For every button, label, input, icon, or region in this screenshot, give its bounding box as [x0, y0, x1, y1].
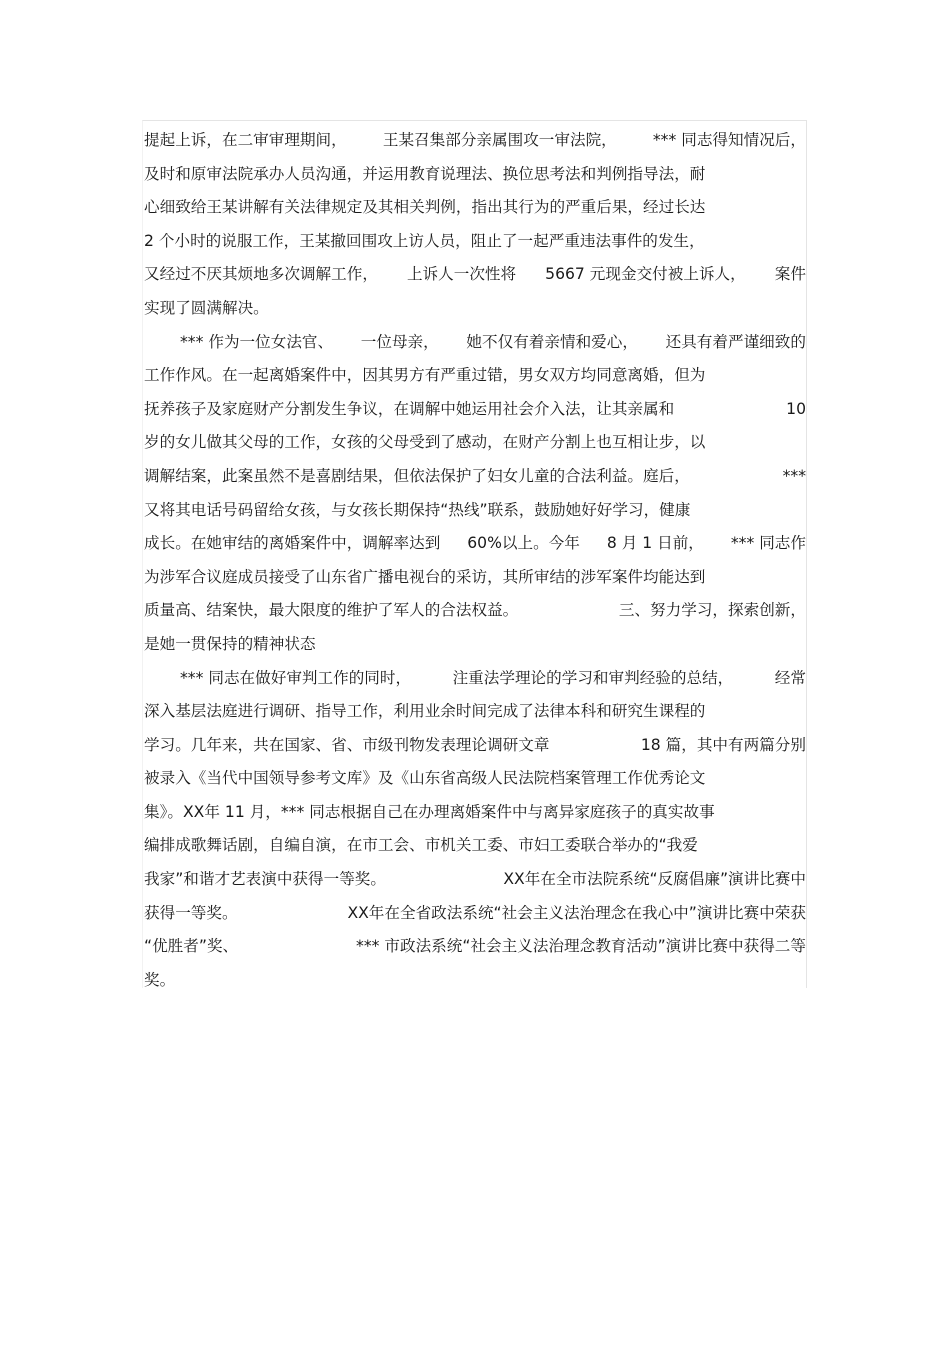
text-segment: 编排成歌舞话剧，自编自演，在市工会、市机关工委、市妇工委联合举办的“我爱 [144, 836, 698, 855]
text-line [144, 292, 806, 326]
text-segment: *** 同志在做好审判工作的同时， [180, 668, 412, 687]
text-line [144, 762, 806, 796]
text-segment: 奖。 [144, 970, 176, 989]
text-segment: 集》。XX年 11 月，*** 同志根据自己在办理离婚案件中与离异家庭孩子的真实故事 [144, 802, 715, 821]
text-segment: *** 市政法系统“社会主义法治理念教育活动”演讲比赛中获得二等 [356, 937, 806, 956]
text-segment: 上诉人一次性将 [406, 265, 517, 284]
text-segment: 又经过不厌其烦地多次调解工作， [144, 265, 378, 284]
text-segment: *** 作为一位女法官、 [180, 332, 334, 351]
text-segment: 又将其电话号码留给女孩，与女孩长期保持“热线”联系，鼓励她好好学习，健康 [144, 500, 691, 519]
text-segment: 质量高、结案快，最大限度的维护了军人的合法权益。 [144, 601, 519, 620]
text-segment: 经常 [774, 668, 806, 687]
text-line [144, 964, 806, 998]
text-line [144, 494, 806, 528]
text-segment: 王某召集部分亲属围攻一审法院， [382, 131, 617, 149]
text-segment: *** 同志作 [730, 534, 806, 553]
text-line [144, 662, 806, 696]
text-segment: 学习。几年来，共在国家、省、市级刊物发表理论调研文章 [144, 735, 550, 754]
text-line [144, 863, 806, 897]
text-line [144, 326, 806, 360]
text-segment: *** 同志得知情况后， [652, 131, 806, 149]
text-line [144, 930, 806, 964]
text-segment: 心细致给王某讲解有关法律规定及其相关判例，指出其行为的严重后果，经过长达 [144, 198, 706, 217]
text-segment: 我家”和谐才艺表演中获得一等奖。 [144, 870, 386, 889]
text-line [144, 695, 806, 729]
text-line [144, 359, 806, 393]
text-line [144, 158, 806, 192]
text-line [144, 729, 806, 763]
document-body [144, 124, 806, 997]
text-segment: 及时和原审法院承办人员沟通，并运用教育说理法、换位思考法和判例指导法，耐 [144, 164, 706, 183]
text-segment: 获得一等奖。 [144, 903, 238, 922]
text-segment: “优胜者”奖、 [144, 937, 239, 956]
text-line [144, 897, 806, 931]
text-segment: 抚养孩子及家庭财产分割发生争议，在调解中她运用社会介入法，让其亲属和 [144, 399, 675, 418]
text-segment: XX年在全市法院系统“反腐倡廉”演讲比赛中 [503, 870, 806, 889]
text-line [144, 561, 806, 595]
text-segment: 她不仅有着亲情和爱心， [466, 332, 638, 351]
text-segment: 为涉军合议庭成员接受了山东省广播电视台的采访，其所审结的涉军案件均能达到 [144, 567, 706, 586]
text-segment: XX年在全省政法系统“社会主义法治理念在我心中”演讲比赛中荣获 [347, 903, 806, 922]
text-segment: 2 个小时的说服工作，王某撤回围攻上访人员，阻止了一起严重违法事件的发生， [144, 231, 705, 250]
text-line [144, 527, 806, 561]
text-segment: 60%以上。今年 [467, 534, 580, 553]
text-segment: 一位母亲， [360, 332, 439, 351]
text-line [144, 594, 806, 628]
text-segment: 是她一贯保持的精神状态 [144, 634, 316, 653]
text-line [144, 393, 806, 427]
text-segment: *** [782, 466, 806, 485]
text-segment: 18 篇，其中有两篇分别 [640, 735, 806, 754]
text-segment: 注重法学理论的学习和审判经验的总结， [452, 668, 734, 687]
text-line [144, 460, 806, 494]
text-segment: 还具有着严谨细致的 [665, 332, 806, 351]
text-segment: 8 月 1 日前， [606, 534, 704, 553]
text-segment: 提起上诉，在二审审理期间， [144, 131, 347, 149]
text-segment: 成长。在她审结的离婚案件中，调解率达到 [144, 534, 441, 553]
text-line [144, 225, 806, 259]
text-segment: 被录入《当代中国领导参考文库》及《山东省高级人民法院档案管理工作优秀论文 [144, 769, 706, 788]
text-line [144, 796, 806, 830]
text-segment: 实现了圆满解决。 [144, 298, 269, 317]
text-segment: 岁的女儿做其父母的工作，女孩的父母受到了感动，在财产分割上也互相让步，以 [144, 433, 706, 452]
text-segment: 工作作风。在一起离婚案件中，因其男方有严重过错，男女双方均同意离婚，但为 [144, 366, 706, 385]
text-segment: 10 [786, 399, 806, 418]
text-segment: 三、努力学习，探索创新， [618, 601, 806, 620]
text-segment: 调解结案，此案虽然不是喜剧结果，但依法保护了妇女儿童的合法利益。庭后， [144, 466, 690, 485]
text-line [144, 191, 806, 225]
text-line [144, 628, 806, 662]
text-line [144, 829, 806, 863]
text-line [144, 258, 806, 292]
text-line [144, 426, 806, 460]
text-line [144, 124, 806, 158]
text-segment: 5667 元现金交付被上诉人， [545, 265, 746, 284]
text-segment: 深入基层法庭进行调研、指导工作，利用业余时间完成了法律本科和研究生课程的 [144, 702, 706, 721]
text-segment: 案件 [774, 265, 806, 284]
